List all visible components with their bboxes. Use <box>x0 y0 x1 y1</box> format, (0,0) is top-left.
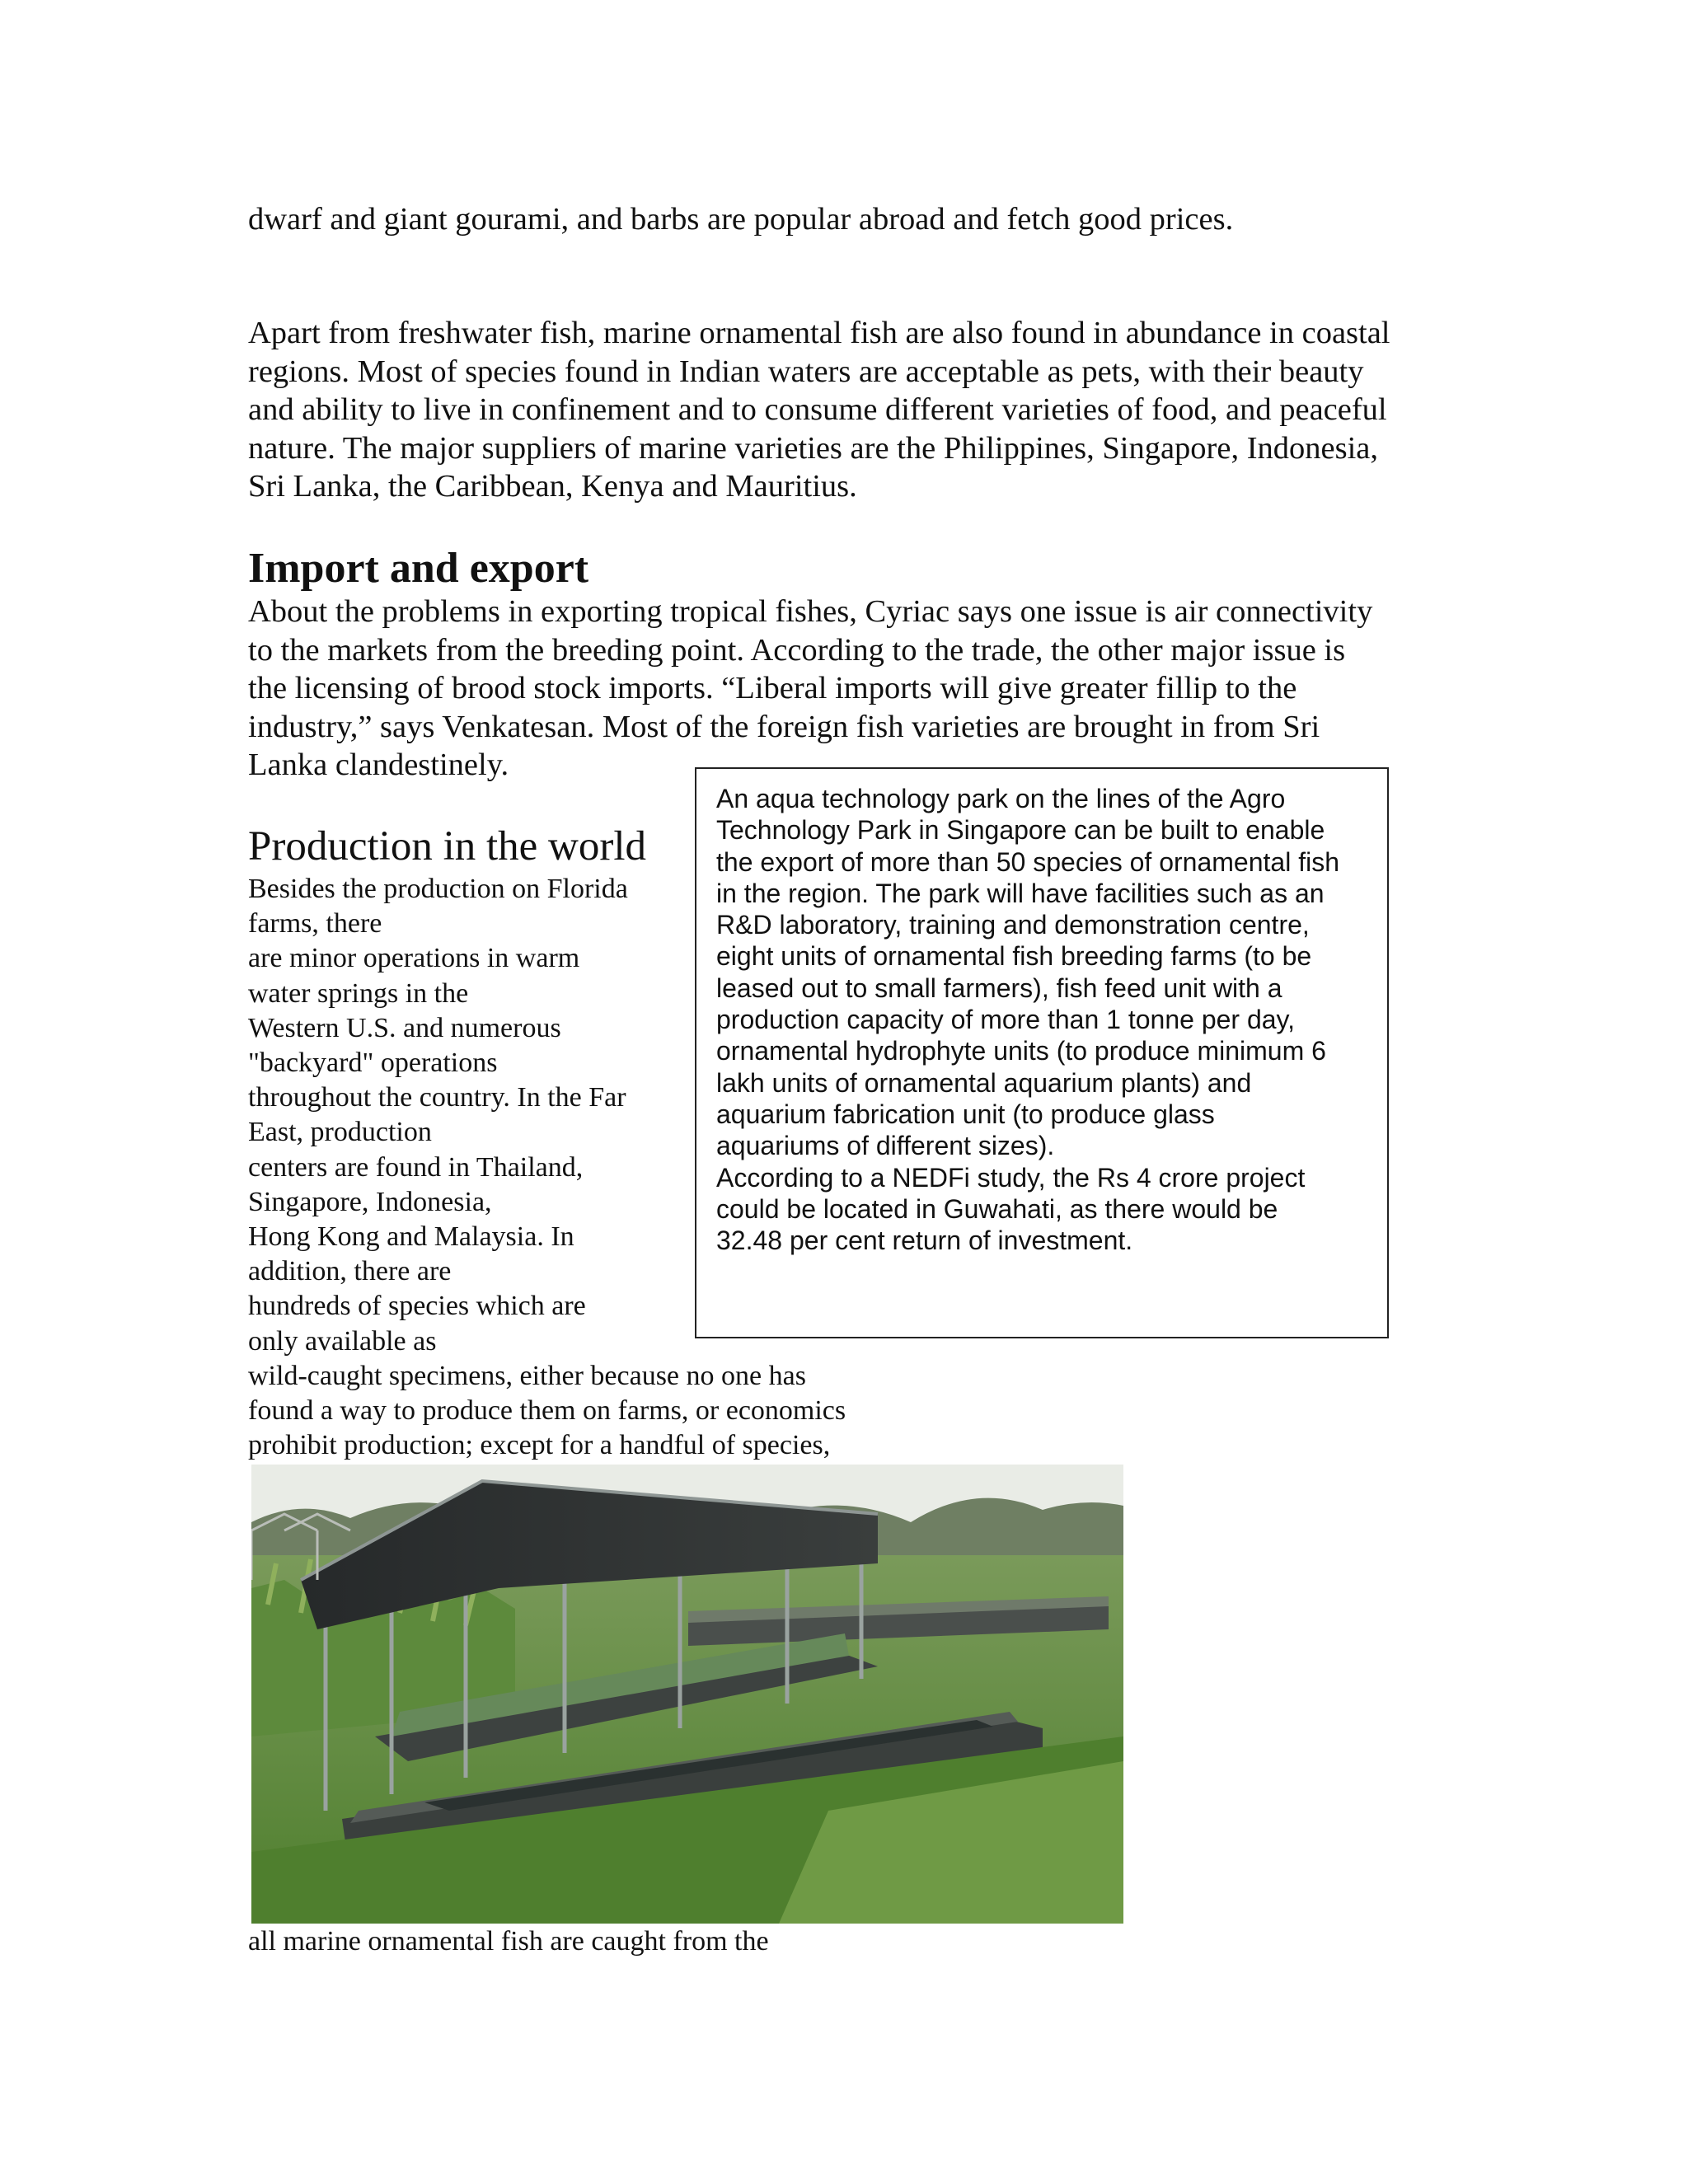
paragraph-line: About the problems in exporting tropical fishes, Cyriac says one issue is air connectivity <box>248 594 1373 629</box>
tail-line: all marine ornamental fish are caught from the <box>248 1926 769 1957</box>
import-export-paragraph <box>248 593 1372 785</box>
import-export-heading: Import and export <box>248 545 589 592</box>
sidebar-line: eight units of ornamental fish breeding farms (to be <box>716 941 1312 972</box>
paragraph-line: to the markets from the breeding point. According to the trade, the other major issue is <box>248 632 1346 668</box>
sidebar-line: lakh units of ornamental aquarium plants) and <box>716 1067 1252 1098</box>
paragraph-line: addition, there are <box>248 1256 452 1287</box>
paragraph-line: and ability to live in confinement and to consume different varieties of food, and peaceful <box>248 392 1387 427</box>
paragraph-line: found a way to produce them on farms, or economics <box>248 1395 846 1427</box>
sidebar-line: the export of more than 50 species of ornamental fish <box>716 846 1339 877</box>
sidebar-line: ornamental hydrophyte units (to produce minimum 6 <box>716 1036 1326 1066</box>
sidebar-line: leased out to small farmers), fish feed unit with a <box>716 972 1282 1003</box>
marine-paragraph <box>248 314 1390 506</box>
paragraph-line: prohibit production; except for a handful of species, <box>248 1430 831 1461</box>
paragraph-line: wild-caught specimens, either because no one has <box>248 1360 806 1391</box>
paragraph-line: Western U.S. and numerous <box>248 1012 561 1043</box>
paragraph-line: the licensing of brood stock imports. “Liberal imports will give greater fillip to the <box>248 671 1297 705</box>
sidebar-line: Technology Park in Singapore can be built to enable <box>716 815 1325 846</box>
paragraph-line: "backyard" operations <box>248 1047 498 1079</box>
fish-farm-illustration <box>251 1465 1123 1924</box>
aqua-park-sidebar <box>695 767 1389 1338</box>
paragraph-line: farms, there <box>248 908 382 940</box>
sidebar-line: aquariums of different sizes). <box>716 1131 1055 1161</box>
paragraph-line: nature. The major suppliers of marine varieties are the Philippines, Singapore, Indonesia, <box>248 430 1378 466</box>
sidebar-line: According to a NEDFi study, the Rs 4 crore project <box>716 1162 1306 1193</box>
paragraph-line: Sri Lanka, the Caribbean, Kenya and Mauritius. <box>248 469 857 504</box>
production-heading: Production in the world <box>248 823 647 869</box>
paragraph-line: hundreds of species which are <box>248 1291 586 1322</box>
fish-farm-photo <box>251 1465 1123 1924</box>
sidebar-line: An aqua technology park on the lines of the Agro <box>716 784 1286 813</box>
paragraph-line: Singapore, Indonesia, <box>248 1186 492 1217</box>
paragraph-line: are minor operations in warm <box>248 943 580 974</box>
paragraph-line: throughout the country. In the Far <box>248 1082 626 1113</box>
paragraph-line: only available as <box>248 1325 437 1357</box>
sidebar-line: in the region. The park will have facilities such as an <box>716 878 1325 908</box>
sidebar-line: production capacity of more than 1 tonne per day, <box>716 1005 1296 1035</box>
paragraph-line: industry,” says Venkatesan. Most of the foreign fish varieties are brought in from Sri <box>248 709 1320 744</box>
paragraph-line: centers are found in Thailand, <box>248 1151 584 1183</box>
paragraph-line: water springs in the <box>248 977 469 1009</box>
sidebar-line: R&D laboratory, training and demonstration centre, <box>716 910 1310 940</box>
sidebar-line: 32.48 per cent return of investment. <box>716 1226 1133 1256</box>
sidebar-line: could be located in Guwahati, as there would be <box>716 1193 1278 1224</box>
paragraph-line: Apart from freshwater fish, marine ornamental fish are also found in abundance in coastal <box>248 316 1390 350</box>
intro-line: dwarf and giant gourami, and barbs are popular abroad and fetch good prices. <box>248 202 1234 237</box>
paragraph-line: Besides the production on Florida <box>248 874 628 904</box>
paragraph-line: regions. Most of species found in Indian waters are acceptable as pets, with their beauty <box>248 354 1364 389</box>
paragraph-line: Lanka clandestinely. <box>248 748 509 782</box>
paragraph-line: Hong Kong and Malaysia. In <box>248 1221 574 1253</box>
paragraph-line: East, production <box>248 1117 432 1148</box>
sidebar-line: aquarium fabrication unit (to produce glass <box>716 1099 1215 1129</box>
